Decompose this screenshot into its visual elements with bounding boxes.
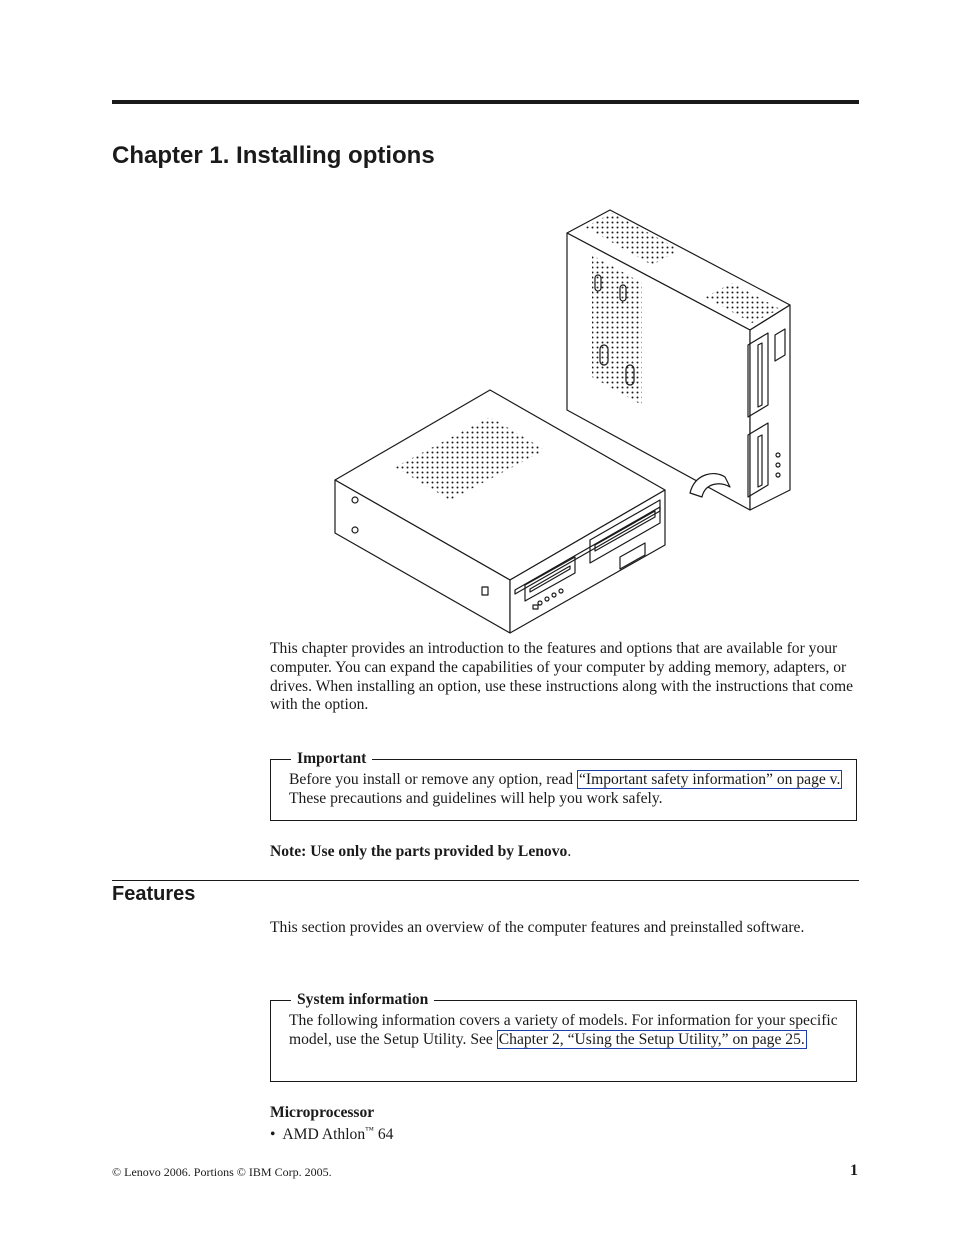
page-number: 1 bbox=[850, 1162, 858, 1179]
setup-utility-link[interactable]: Chapter 2, “Using the Setup Utility,” on page 25. bbox=[498, 1030, 805, 1048]
safety-info-link[interactable]: “Important safety information” on page v. bbox=[578, 771, 841, 788]
important-box bbox=[270, 750, 857, 821]
note-text: Use only the parts provided by Lenovo bbox=[310, 843, 568, 860]
system-information-box bbox=[270, 991, 857, 1082]
important-text bbox=[289, 771, 844, 809]
chapter-top-rule bbox=[112, 100, 859, 104]
intro-paragraph: This chapter provides an introduction to the features and options that are available for your computer. You can expand the capabilities of your computer by adding memory, adapters, or drives. When installing an option, use these instructions along with the instructions that come with the option. bbox=[270, 640, 854, 714]
computer-illustration bbox=[330, 205, 795, 635]
note bbox=[270, 843, 571, 861]
features-paragraph: This section provides an overview of the computer features and preinstalled software. bbox=[270, 919, 805, 936]
microprocessor-heading: Microprocessor bbox=[270, 1104, 375, 1121]
microprocessor-list-item bbox=[270, 1125, 393, 1144]
bullet-glyph: • bbox=[270, 1126, 276, 1144]
footer-copyright: © Lenovo 2006. Portions © IBM Corp. 2005. bbox=[112, 1165, 332, 1179]
system-information-text bbox=[289, 1012, 844, 1050]
note-label: Note: bbox=[270, 843, 307, 860]
system-information-label: System information bbox=[291, 991, 434, 1009]
processor-name: AMD Athlon bbox=[282, 1126, 366, 1144]
important-text-before: Before you install or remove any option, read bbox=[289, 771, 577, 788]
features-heading: Features bbox=[112, 883, 196, 905]
processor-suffix: 64 bbox=[373, 1126, 394, 1144]
important-text-after: These precautions and guidelines will help you work safely. bbox=[289, 789, 663, 807]
important-label: Important bbox=[291, 750, 372, 768]
trademark-symbol: ™ bbox=[365, 1125, 374, 1135]
note-period: . bbox=[567, 843, 572, 860]
section-rule bbox=[112, 880, 859, 881]
system-information-text-before: The following information covers a variety of models. For information for your specific model, use the Setup Utility. See bbox=[289, 1012, 838, 1048]
chapter-title: Chapter 1. Installing options bbox=[112, 142, 435, 169]
